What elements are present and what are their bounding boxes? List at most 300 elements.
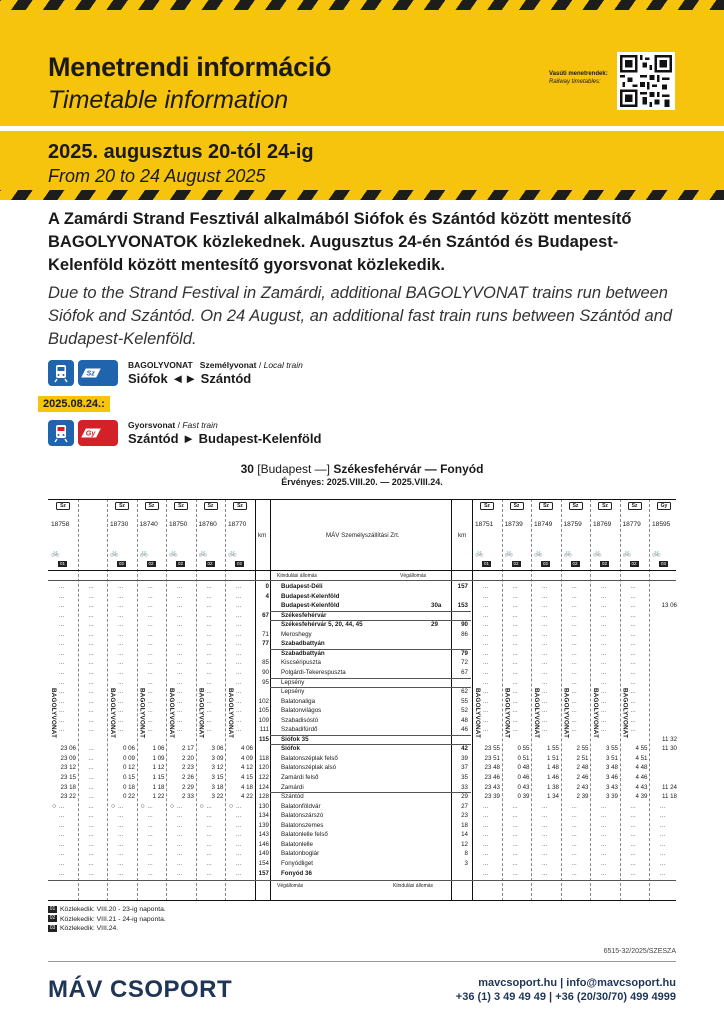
km-value: 115 <box>259 735 269 743</box>
no-service-dots: ... <box>630 716 636 724</box>
no-service-dots: ... <box>236 630 242 638</box>
no-service-dots: ... <box>542 659 548 667</box>
departure-time: 0 18 <box>122 783 135 791</box>
table-rule <box>48 900 676 901</box>
station-name: Fonyódliget <box>281 859 313 867</box>
no-service-dots: ... <box>512 592 518 600</box>
footnote-code: 02 <box>49 915 56 922</box>
no-service-dots: ... <box>59 678 65 686</box>
no-service-dots: ... <box>59 869 65 877</box>
no-service-dots: ... <box>88 688 94 696</box>
departure-time: 2 20 <box>181 754 194 762</box>
departure-time: 4 06 <box>240 745 253 753</box>
km-value: 12 <box>461 840 468 848</box>
no-service-dots: ... <box>236 802 242 810</box>
no-service-dots: ... <box>483 812 489 820</box>
no-service-dots: ... <box>483 707 489 715</box>
footnote-mark: 02 <box>177 561 183 566</box>
departure-time: 2 51 <box>576 754 589 762</box>
terminus-circle-icon: ○ <box>140 802 145 810</box>
station-name: Balatonszéplak alsó <box>281 764 337 772</box>
km-value: 102 <box>258 697 269 705</box>
no-service-dots: ... <box>542 602 548 610</box>
train-number: 18749 <box>534 521 553 528</box>
mav-logo: MÁV CSOPORT <box>48 976 233 1003</box>
no-service-dots: ... <box>630 831 636 839</box>
departure-time: 0 06 <box>122 745 135 753</box>
no-service-dots: ... <box>236 840 242 848</box>
no-service-dots: ... <box>571 668 577 676</box>
departure-time: 1 34 <box>546 793 559 801</box>
no-service-dots: ... <box>512 821 518 829</box>
no-service-dots: ... <box>512 678 518 686</box>
no-service-dots: ... <box>206 688 212 696</box>
no-service-dots: ... <box>88 668 94 676</box>
station-name: Budapest-Kelenföld <box>281 602 340 610</box>
train-number: 18759 <box>563 521 582 528</box>
no-service-dots: ... <box>147 668 153 676</box>
departure-time: 1 06 <box>152 745 165 753</box>
no-service-dots: ... <box>660 821 666 829</box>
no-service-dots: ... <box>177 583 183 590</box>
no-service-dots: ... <box>601 649 607 657</box>
km-value: 3 <box>464 859 468 867</box>
footnote-mark: 03 <box>660 561 666 566</box>
departure-time: 23 06 <box>60 745 76 753</box>
no-service-dots: ... <box>571 688 577 696</box>
column-divider <box>166 499 167 901</box>
train-number: 18750 <box>169 521 188 528</box>
contact-phone: +36 (1) 3 49 49 49 | +36 (20/30/70) 499 4999 <box>455 991 676 1003</box>
no-service-dots: ... <box>88 821 94 829</box>
no-service-dots: ... <box>512 707 518 715</box>
no-service-dots: ... <box>512 859 518 867</box>
no-service-dots: ... <box>59 640 65 648</box>
bicycle-icon: 🚲 <box>169 550 178 557</box>
no-service-dots: ... <box>59 840 65 848</box>
no-service-dots: ... <box>571 592 577 600</box>
no-service-dots: ... <box>88 602 94 610</box>
no-service-dots: ... <box>601 592 607 600</box>
no-service-dots: ... <box>601 840 607 848</box>
no-service-dots: ... <box>542 611 548 619</box>
bagolyvonat-label: BAGOLYVONAT <box>474 688 481 739</box>
km-value: 157 <box>457 583 468 590</box>
departure-time: 3 51 <box>605 754 618 762</box>
departure-time: 4 46 <box>635 774 648 781</box>
table-rule <box>48 499 676 500</box>
page-title: Menetrendi információ <box>48 52 332 82</box>
operator-name: MÁV Személyszállítási Zrt. <box>326 532 400 539</box>
km-value: 46 <box>461 726 468 734</box>
no-service-dots: ... <box>88 754 94 762</box>
bicycle-icon: 🚲 <box>110 550 119 557</box>
no-service-dots: ... <box>206 831 212 839</box>
no-service-dots: ... <box>542 812 548 820</box>
station-name: Siófok 35 <box>281 735 309 743</box>
departure-time: 1 51 <box>546 754 559 762</box>
no-service-dots: ... <box>630 668 636 676</box>
no-service-dots: ... <box>542 831 548 839</box>
km-value: 35 <box>461 774 468 781</box>
end-station-label: Végállomás <box>277 883 304 890</box>
end-station-label: Végállomás <box>400 573 427 579</box>
no-service-dots: ... <box>88 831 94 839</box>
km-value: 42 <box>461 745 468 753</box>
no-service-dots: ... <box>59 602 65 610</box>
no-service-dots: ... <box>88 659 94 667</box>
train-type-badge: Sz <box>569 502 583 510</box>
no-service-dots: ... <box>206 611 212 619</box>
no-service-dots: ... <box>118 659 124 667</box>
no-service-dots: ... <box>630 802 636 810</box>
terminus-circle-icon: ○ <box>199 802 204 810</box>
no-service-dots: ... <box>236 859 242 867</box>
km-value: 37 <box>461 764 468 772</box>
no-service-dots: ... <box>542 630 548 638</box>
footnote-mark: 02 <box>631 561 637 566</box>
no-service-dots: ... <box>147 716 153 724</box>
no-service-dots: ... <box>118 859 124 867</box>
no-service-dots: ... <box>660 802 666 810</box>
no-service-dots: ... <box>236 668 242 676</box>
no-service-dots: ... <box>512 630 518 638</box>
no-service-dots: ... <box>236 583 242 590</box>
no-service-dots: ... <box>118 630 124 638</box>
departure-time: 23 43 <box>484 783 500 791</box>
departure-time: 1 22 <box>152 793 165 801</box>
notice-hu: A Zamárdi Strand Fesztivál alkalmából Siófok és Szántód között mentesítő BAGOLYVONATOK közlekednek. Augusztus 24-én Szántód és Budapest-Kelenföld között mentesítő gyorsvonat közlekedik. <box>48 210 632 274</box>
no-service-dots: ... <box>88 707 94 715</box>
no-service-dots: ... <box>660 859 666 867</box>
no-service-dots: ... <box>118 602 124 610</box>
no-service-dots: ... <box>88 783 94 791</box>
no-service-dots: ... <box>571 611 577 619</box>
no-service-dots: ... <box>601 668 607 676</box>
no-service-dots: ... <box>177 649 183 657</box>
station-name: Polgárdi-Tekerespuszta <box>281 668 346 676</box>
km-value: 111 <box>259 726 269 734</box>
departure-time: 1 46 <box>546 774 559 781</box>
no-service-dots: ... <box>118 668 124 676</box>
no-service-dots: ... <box>630 630 636 638</box>
svg-text:Sz: Sz <box>86 369 95 378</box>
footnote-text: Közlekedik: VIII.20 - 23-ig naponta. <box>60 906 166 913</box>
no-service-dots: ... <box>118 802 124 810</box>
no-service-dots: ... <box>118 688 124 696</box>
no-service-dots: ... <box>512 611 518 619</box>
no-service-dots: ... <box>206 659 212 667</box>
bicycle-icon: 🚲 <box>563 550 573 557</box>
departure-time: 11 24 <box>661 783 677 791</box>
column-divider <box>137 499 138 901</box>
contact-web-email[interactable]: mavcsoport.hu | info@mavcsoport.hu <box>478 977 676 989</box>
departure-time: 0 55 <box>517 745 530 753</box>
no-service-dots: ... <box>206 840 212 848</box>
departure-time: 4 51 <box>635 754 648 762</box>
no-service-dots: ... <box>483 659 489 667</box>
departure-time: 3 55 <box>605 745 618 753</box>
departure-time: 3 09 <box>211 754 224 762</box>
departure-time: 1 15 <box>152 774 165 781</box>
period-en: From 20 to 24 August 2025 <box>48 166 266 186</box>
station-name: Balatonlelle <box>281 840 313 848</box>
no-service-dots: ... <box>118 850 124 858</box>
no-service-dots: ... <box>601 802 607 810</box>
column-divider <box>270 499 271 901</box>
no-service-dots: ... <box>118 583 124 590</box>
no-service-dots: ... <box>630 859 636 867</box>
train-type-badge: Sz <box>115 502 129 510</box>
departure-time: 23 39 <box>484 793 500 801</box>
train-number: 18779 <box>622 521 641 528</box>
km-value: 0 <box>265 583 269 590</box>
no-service-dots: ... <box>59 831 65 839</box>
no-service-dots: ... <box>630 640 636 648</box>
no-service-dots: ... <box>236 869 242 877</box>
table-rule <box>48 580 676 581</box>
departure-time: 0 46 <box>517 774 530 781</box>
station-group-rule <box>270 792 471 793</box>
bicycle-icon: 🚲 <box>475 550 484 557</box>
no-service-dots: ... <box>571 630 577 638</box>
no-service-dots: ... <box>59 850 65 858</box>
no-service-dots: ... <box>630 621 636 629</box>
no-service-dots: ... <box>118 707 124 715</box>
footnote-mark: 02 <box>207 561 213 566</box>
train-icon <box>48 420 74 446</box>
departure-time: 4 22 <box>240 793 253 801</box>
departure-time: 4 55 <box>635 745 648 753</box>
bicycle-icon: 🚲 <box>652 550 661 557</box>
station-name: Szabadifürdő <box>281 726 318 734</box>
no-service-dots: ... <box>542 840 548 848</box>
no-service-dots: ... <box>59 697 65 705</box>
no-service-dots: ... <box>206 707 212 715</box>
bicycle-icon: 🚲 <box>198 550 208 557</box>
no-service-dots: ... <box>660 840 666 848</box>
no-service-dots: ... <box>177 726 183 734</box>
station-name: Balatonszárszó <box>281 812 324 820</box>
no-service-dots: ... <box>571 640 577 648</box>
no-service-dots: ... <box>236 821 242 829</box>
station-name: Meroshegy <box>281 630 312 638</box>
column-divider <box>502 499 503 901</box>
no-service-dots: ... <box>88 869 94 877</box>
no-service-dots: ... <box>483 821 489 829</box>
station-name: Lepsény <box>281 678 305 686</box>
no-service-dots: ... <box>512 688 518 696</box>
station-name: Székesfehérvár 5, 20, 44, 45 <box>281 621 363 629</box>
no-service-dots: ... <box>206 850 212 858</box>
no-service-dots: ... <box>512 802 518 810</box>
no-service-dots: ... <box>542 802 548 810</box>
no-service-dots: ... <box>512 726 518 734</box>
departure-time: 0 22 <box>122 793 135 801</box>
train-type-badge: Sz <box>628 502 642 510</box>
no-service-dots: ... <box>601 659 607 667</box>
bagolyvonat-label: BAGOLYVONAT <box>503 688 511 739</box>
no-service-dots: ... <box>118 697 124 705</box>
station-group-rule <box>270 744 471 745</box>
no-service-dots: ... <box>571 707 577 715</box>
no-service-dots: ... <box>483 716 489 724</box>
no-service-dots: ... <box>88 745 94 753</box>
no-service-dots: ... <box>118 640 124 648</box>
km-value: 67 <box>262 611 269 619</box>
no-service-dots: ... <box>571 859 577 867</box>
bicycle-icon: 🚲 <box>51 550 60 557</box>
no-service-dots: ... <box>512 583 518 590</box>
no-service-dots: ... <box>483 630 489 638</box>
timetable-title: 30 [Budapest —] Székesfehérvár — Fonyód <box>240 462 484 476</box>
no-service-dots: ... <box>177 621 183 629</box>
no-service-dots: ... <box>118 726 124 734</box>
station-name: Szabadbattyán <box>281 649 325 657</box>
no-service-dots: ... <box>88 611 94 619</box>
qr-code-icon[interactable] <box>617 52 675 110</box>
no-service-dots: ... <box>571 726 577 734</box>
no-service-dots: ... <box>512 850 518 858</box>
km-value: 18 <box>461 821 468 829</box>
no-service-dots: ... <box>236 831 242 839</box>
km-value: 118 <box>259 754 269 762</box>
no-service-dots: ... <box>177 611 183 619</box>
km-value: 90 <box>262 668 269 676</box>
no-service-dots: ... <box>206 716 212 724</box>
departure-time: 3 43 <box>605 783 618 791</box>
no-service-dots: ... <box>542 697 548 705</box>
no-service-dots: ... <box>177 602 183 610</box>
no-service-dots: ... <box>483 697 489 705</box>
departure-time: 0 15 <box>122 774 135 781</box>
footnote-mark: 02 <box>148 561 154 566</box>
no-service-dots: ... <box>542 668 548 676</box>
no-service-dots: ... <box>147 831 153 839</box>
no-service-dots: ... <box>601 621 607 629</box>
no-service-dots: ... <box>59 630 65 638</box>
departure-time: 2 26 <box>181 774 194 781</box>
no-service-dots: ... <box>601 831 607 839</box>
bagolyvonat-label: BAGOLYVONAT <box>138 688 146 739</box>
km-value: 143 <box>258 831 269 839</box>
svg-text:Gy: Gy <box>85 429 96 438</box>
no-service-dots: ... <box>660 869 666 877</box>
departure-time: 4 12 <box>240 764 253 772</box>
train-number: 18770 <box>228 521 247 528</box>
qr-label: Vasúti menetrendek: Railway timetables: <box>549 71 608 86</box>
bicycle-icon: 🚲 <box>228 550 237 557</box>
departure-time: 1 38 <box>546 783 559 791</box>
km-value: 62 <box>461 688 468 696</box>
arrival-time: 11 32 <box>661 735 677 743</box>
footnotes <box>48 905 166 934</box>
no-service-dots: ... <box>177 840 183 848</box>
departure-time: 2 46 <box>576 774 589 781</box>
departure-time: 0 51 <box>517 754 530 762</box>
departure-time: 23 12 <box>60 764 76 772</box>
no-service-dots: ... <box>59 583 65 590</box>
no-service-dots: ... <box>236 659 242 667</box>
no-service-dots: ... <box>571 821 577 829</box>
no-service-dots: ... <box>147 640 153 648</box>
departure-time: 3 18 <box>211 783 224 791</box>
no-service-dots: ... <box>601 812 607 820</box>
no-service-dots: ... <box>236 678 242 686</box>
departure-time: 23 22 <box>60 793 76 801</box>
departure-time: 1 12 <box>152 764 165 772</box>
no-service-dots: ... <box>512 812 518 820</box>
train-type-badge: Sz <box>56 502 70 510</box>
no-service-dots: ... <box>177 812 183 820</box>
no-service-dots: ... <box>601 678 607 686</box>
train-type-badge: Sz <box>233 502 247 510</box>
no-service-dots: ... <box>177 850 183 858</box>
no-service-dots: ... <box>177 678 183 686</box>
departure-time: 23 09 <box>60 754 76 762</box>
no-service-dots: ... <box>206 812 212 820</box>
departure-time: 23 55 <box>484 745 500 753</box>
no-service-dots: ... <box>177 592 183 600</box>
departure-time: 11 30 <box>661 745 677 753</box>
station-name: Szabadbattyán <box>281 640 325 648</box>
no-service-dots: ... <box>483 831 489 839</box>
departure-time: 23 48 <box>484 764 500 772</box>
no-service-dots: ... <box>118 592 124 600</box>
no-service-dots: ... <box>571 678 577 686</box>
no-service-dots: ... <box>88 621 94 629</box>
no-service-dots: ... <box>630 812 636 820</box>
km-value: 52 <box>461 707 468 715</box>
station-name: Fonyód 36 <box>281 869 312 877</box>
no-service-dots: ... <box>571 583 577 590</box>
km-value: 29 <box>461 793 468 801</box>
station-group-rule <box>270 620 471 621</box>
no-service-dots: ... <box>571 697 577 705</box>
no-service-dots: ... <box>601 583 607 590</box>
no-service-dots: ... <box>177 688 183 696</box>
no-service-dots: ... <box>483 802 489 810</box>
departure-time: 1 09 <box>152 754 165 762</box>
footnote-item <box>48 905 166 915</box>
no-service-dots: ... <box>147 869 153 877</box>
departure-time: 4 39 <box>635 793 648 801</box>
train-number: 18739 <box>504 521 523 528</box>
train-number: 18751 <box>475 521 494 528</box>
no-service-dots: ... <box>147 726 153 734</box>
no-service-dots: ... <box>118 869 124 877</box>
footnote-code: 03 <box>49 924 56 931</box>
no-service-dots: ... <box>177 659 183 667</box>
no-service-dots: ... <box>118 716 124 724</box>
column-divider <box>451 499 452 901</box>
departure-time: 0 48 <box>517 764 530 772</box>
no-service-dots: ... <box>147 592 153 600</box>
no-service-dots: ... <box>512 621 518 629</box>
km-value: 109 <box>258 716 269 724</box>
bagolyvonat-label: BAGOLYVONAT <box>621 688 629 739</box>
departure-time: 0 39 <box>517 793 530 801</box>
departure-time: 3 39 <box>605 793 618 801</box>
km-value: 90 <box>461 621 468 629</box>
km-value: 86 <box>461 630 468 638</box>
no-service-dots: ... <box>177 697 183 705</box>
no-service-dots: ... <box>512 697 518 705</box>
no-service-dots: ... <box>630 688 636 696</box>
no-service-dots: ... <box>483 850 489 858</box>
departure-time: 23 15 <box>60 774 76 781</box>
km-value: 27 <box>461 802 468 810</box>
